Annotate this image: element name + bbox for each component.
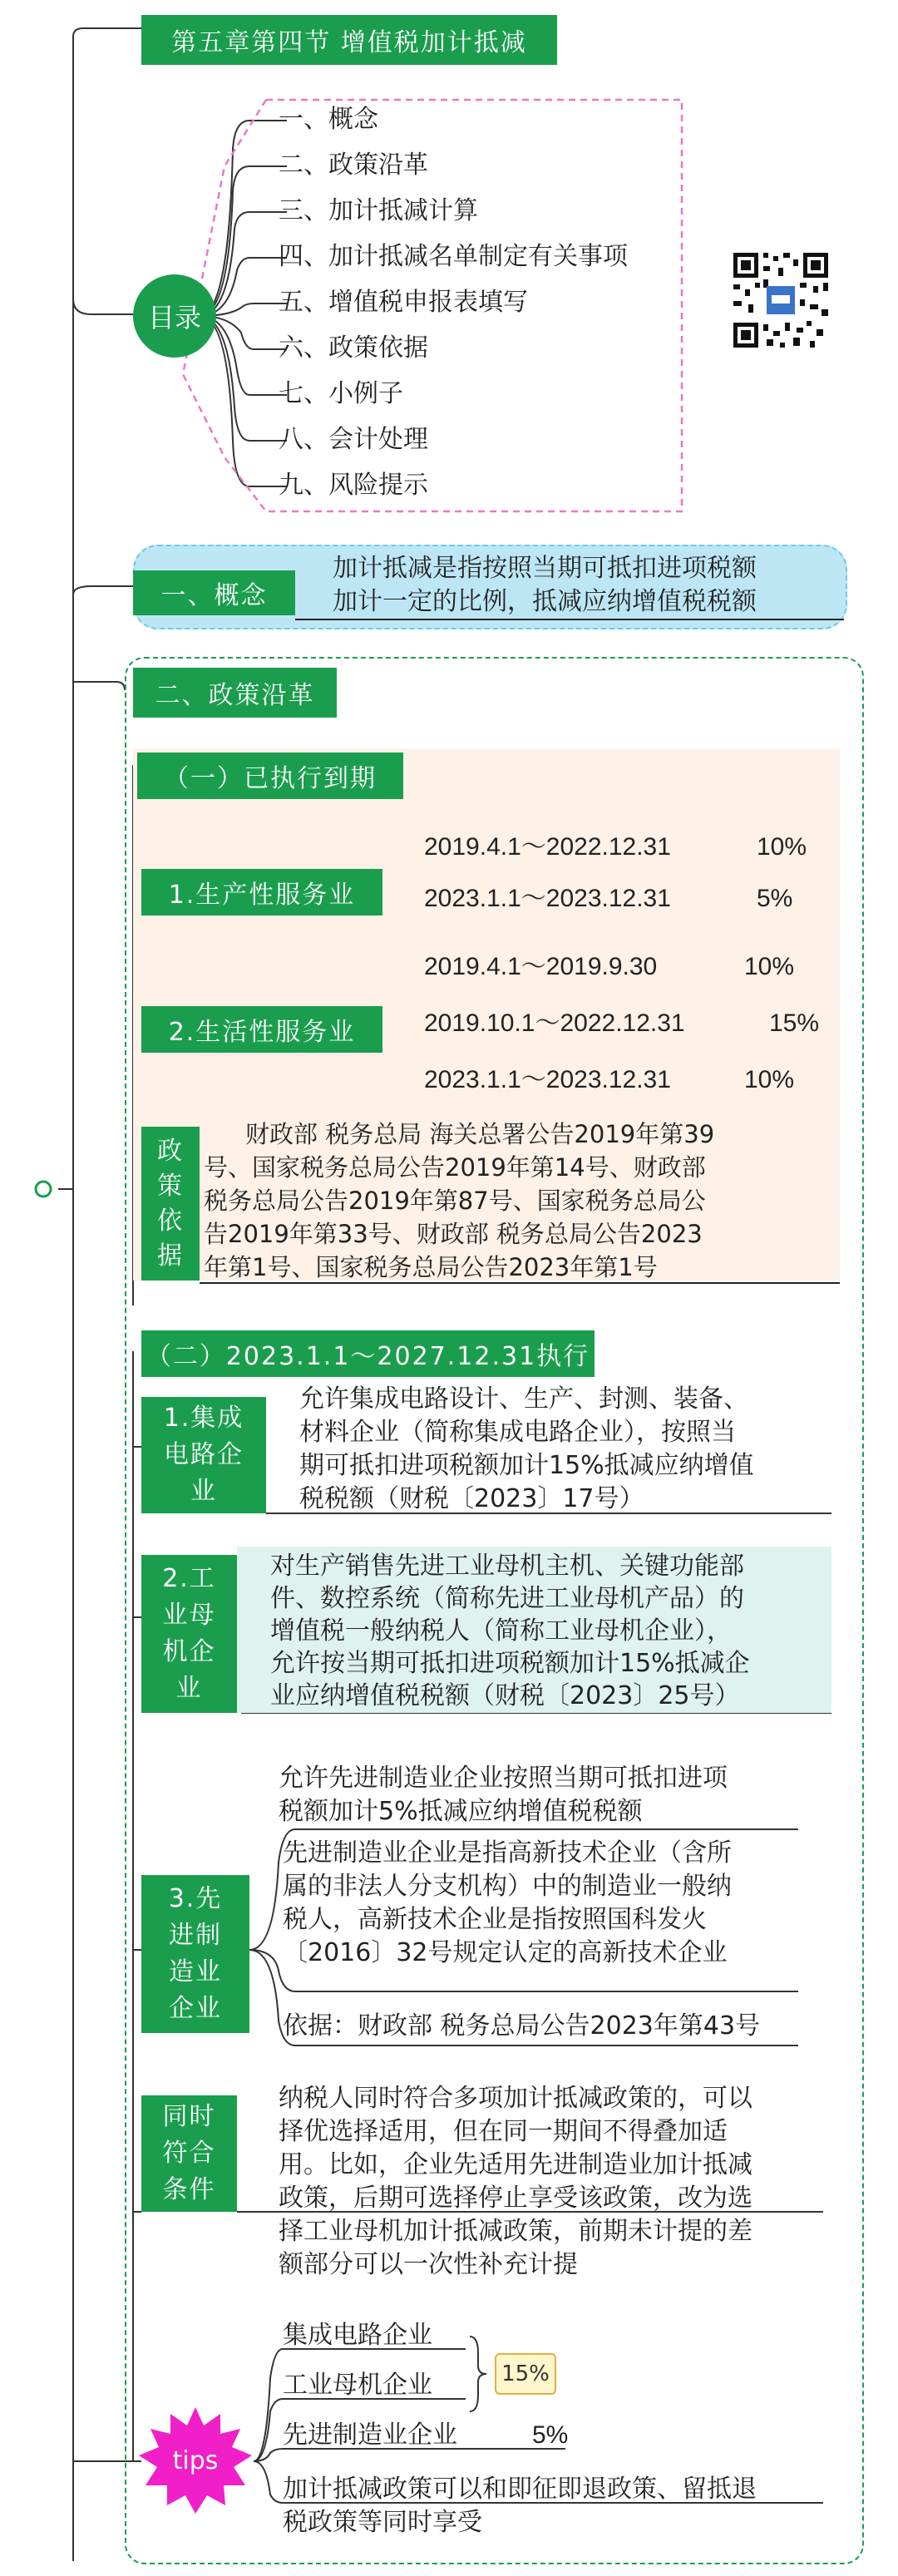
machine-label-line: 业母 bbox=[162, 1601, 216, 1630]
toc-item[interactable]: 一、概念 bbox=[279, 105, 378, 134]
period-text: 2023.1.1～2023.12.31 bbox=[424, 1066, 671, 1093]
tips-ic: 集成电路企业 bbox=[283, 2321, 432, 2350]
advanced-def-line: 先进制造业企业是指高新技术企业（含所 bbox=[283, 1838, 732, 1868]
toc-item[interactable]: 三、加计抵减计算 bbox=[279, 196, 478, 225]
rate-text: 10% bbox=[744, 1066, 795, 1093]
tips-machine: 工业母机企业 bbox=[283, 2371, 432, 2400]
advanced-rule-line: 税额加计5%抵减应纳增值税税额 bbox=[279, 1797, 643, 1826]
advanced-label-line: 企业 bbox=[169, 1994, 222, 2023]
period-text: 2019.10.1～2022.12.31 bbox=[424, 1009, 685, 1037]
policy-basis-char: 政 bbox=[157, 1136, 184, 1166]
toc-item[interactable]: 六、政策依据 bbox=[279, 333, 428, 363]
concurrent-line: 额部分可以一次性补充计提 bbox=[279, 2250, 578, 2279]
toc-badge: 目录 bbox=[133, 274, 216, 358]
ic-label-line: 1.集成 bbox=[163, 1404, 244, 1433]
concurrent-line: 择工业母机加计抵减政策，前期未计提的差 bbox=[279, 2217, 752, 2246]
advanced-label-line: 3.先 bbox=[168, 1884, 223, 1913]
rate-text: 5% bbox=[757, 885, 793, 912]
tips-note-line: 加计抵减政策可以和即征即退政策、留抵退 bbox=[283, 2475, 757, 2504]
ic-label-line: 业 bbox=[190, 1477, 217, 1506]
policy-basis-line: 年第1号、国家税务总局公告2023年第1号 bbox=[204, 1253, 658, 1281]
tips-rate-15-badge: 15% bbox=[495, 2353, 556, 2395]
concept-line: 加计一定的比例，抵减应纳增值税税额 bbox=[333, 587, 757, 616]
advanced-def-line: 〔2016〕32号规定认定的高新技术企业 bbox=[283, 1938, 728, 1967]
current-label: （二）2023.1.1～2027.12.31执行 bbox=[141, 1330, 595, 1377]
ic-label bbox=[141, 1397, 266, 1513]
production-service-label: 1.生产性服务业 bbox=[141, 869, 382, 915]
advanced-label-line: 造业 bbox=[169, 1957, 222, 1986]
concurrent-line: 纳税人同时符合多项加计抵减政策的，可以 bbox=[279, 2084, 752, 2113]
concurrent-line: 用。比如，企业先适用先进制造业加计抵减 bbox=[279, 2150, 752, 2179]
concurrent-line: 择优选择适用，但在同一期间不得叠加适 bbox=[279, 2117, 728, 2146]
rate-text: 10% bbox=[744, 953, 795, 980]
rate-text: 15% bbox=[769, 1009, 820, 1037]
concurrent-label-line: 同时 bbox=[162, 2102, 216, 2131]
tips-note-line: 税政策等同时享受 bbox=[283, 2508, 482, 2537]
toc-item[interactable]: 二、政策沿革 bbox=[279, 151, 428, 180]
policy-basis-line: 税务总局公告2019年第87号、国家税务总局公 bbox=[204, 1187, 706, 1215]
ic-label-line: 电路企 bbox=[164, 1440, 244, 1469]
machine-line: 允许按当期可抵扣进项税额加计15%抵减企 bbox=[270, 1649, 750, 1678]
machine-line: 业应纳增值税税额（财税〔2023〕25号） bbox=[270, 1681, 740, 1710]
ic-line: 税税额（财税〔2023〕17号） bbox=[299, 1484, 644, 1513]
ic-line: 期可抵扣进项税额加计15%抵减应纳增值 bbox=[299, 1451, 754, 1480]
toc-item[interactable]: 八、会计处理 bbox=[279, 425, 428, 454]
machine-label bbox=[141, 1555, 237, 1713]
policy-basis-char: 策 bbox=[157, 1171, 184, 1201]
concurrent-label-line: 符合 bbox=[162, 2139, 216, 2168]
tips-label: tips bbox=[172, 2446, 219, 2475]
ic-line: 材料企业（简称集成电路企业），按照当 bbox=[299, 1418, 736, 1447]
advanced-basis: 依据：财政部 税务总局公告2023年第43号 bbox=[283, 2011, 761, 2041]
policy-basis-line: 号、国家税务总局公告2019年第14号、财政部 bbox=[204, 1153, 706, 1182]
policy-basis-label bbox=[141, 1127, 200, 1281]
toc-item[interactable]: 四、加计抵减名单制定有关事项 bbox=[279, 242, 628, 271]
toc-item[interactable]: 七、小例子 bbox=[279, 379, 403, 408]
machine-line: 增值税一般纳税人（简称工业母机企业）， bbox=[270, 1616, 732, 1646]
advanced-label-line: 进制 bbox=[169, 1921, 222, 1950]
machine-line: 对生产销售先进工业母机主机、关键功能部 bbox=[270, 1552, 744, 1581]
concurrent-label bbox=[141, 2095, 237, 2212]
toc-item[interactable]: 五、增值税申报表填写 bbox=[279, 288, 528, 317]
tips-rate-5: 5% bbox=[532, 2421, 569, 2449]
toc-item[interactable]: 九、风险提示 bbox=[279, 471, 428, 500]
ic-line: 允许集成电路设计、生产、封测、装备、 bbox=[299, 1384, 748, 1414]
concept-underline bbox=[295, 619, 844, 620]
expired-label: （一）已执行到期 bbox=[137, 753, 403, 799]
policy-basis-char: 依 bbox=[157, 1206, 184, 1236]
period-text: 2019.4.1～2022.12.31 bbox=[424, 833, 671, 861]
concurrent-line: 政策，后期可选择停止享受该政策，改为选 bbox=[279, 2184, 752, 2213]
advanced-rule-line: 允许先进制造业企业按照当期可抵扣进项 bbox=[279, 1764, 728, 1793]
rate-text: 10% bbox=[757, 833, 807, 861]
lifestyle-service-label: 2.生活性服务业 bbox=[141, 1006, 382, 1053]
history-label: 二、政策沿革 bbox=[133, 668, 337, 718]
concept-label: 一、概念 bbox=[133, 570, 295, 615]
advanced-def-line: 税人，高新技术企业是指按照国科发火 bbox=[283, 1905, 707, 1934]
period-text: 2023.1.1～2023.12.31 bbox=[424, 885, 671, 912]
page-title: 第五章第四节 增值税加计抵减 bbox=[141, 15, 557, 65]
concurrent-label-line: 条件 bbox=[162, 2175, 216, 2204]
advanced-def-line: 属的非法人分支机构）中的制造业一般纳 bbox=[283, 1872, 732, 1901]
advanced-label bbox=[141, 1875, 249, 2033]
qr-code-icon bbox=[730, 249, 831, 351]
machine-label-line: 2.工 bbox=[162, 1564, 216, 1593]
machine-label-line: 机企 bbox=[162, 1637, 216, 1666]
tips-advanced: 先进制造业企业 bbox=[283, 2421, 457, 2450]
policy-basis-line: 告2019年第33号、财政部 税务总局公告2023 bbox=[204, 1220, 703, 1248]
machine-label-line: 业 bbox=[175, 1674, 203, 1703]
policy-basis-line: 财政部 税务总局 海关总署公告2019年第39 bbox=[245, 1120, 715, 1148]
concept-line: 加计抵减是指按照当期可抵扣进项税额 bbox=[333, 554, 757, 583]
machine-line: 件、数控系统（简称先进工业母机产品）的 bbox=[270, 1584, 744, 1613]
period-text: 2019.4.1～2019.9.30 bbox=[424, 953, 658, 980]
policy-basis-char: 据 bbox=[157, 1241, 184, 1271]
policy-basis-underline bbox=[200, 1282, 840, 1284]
